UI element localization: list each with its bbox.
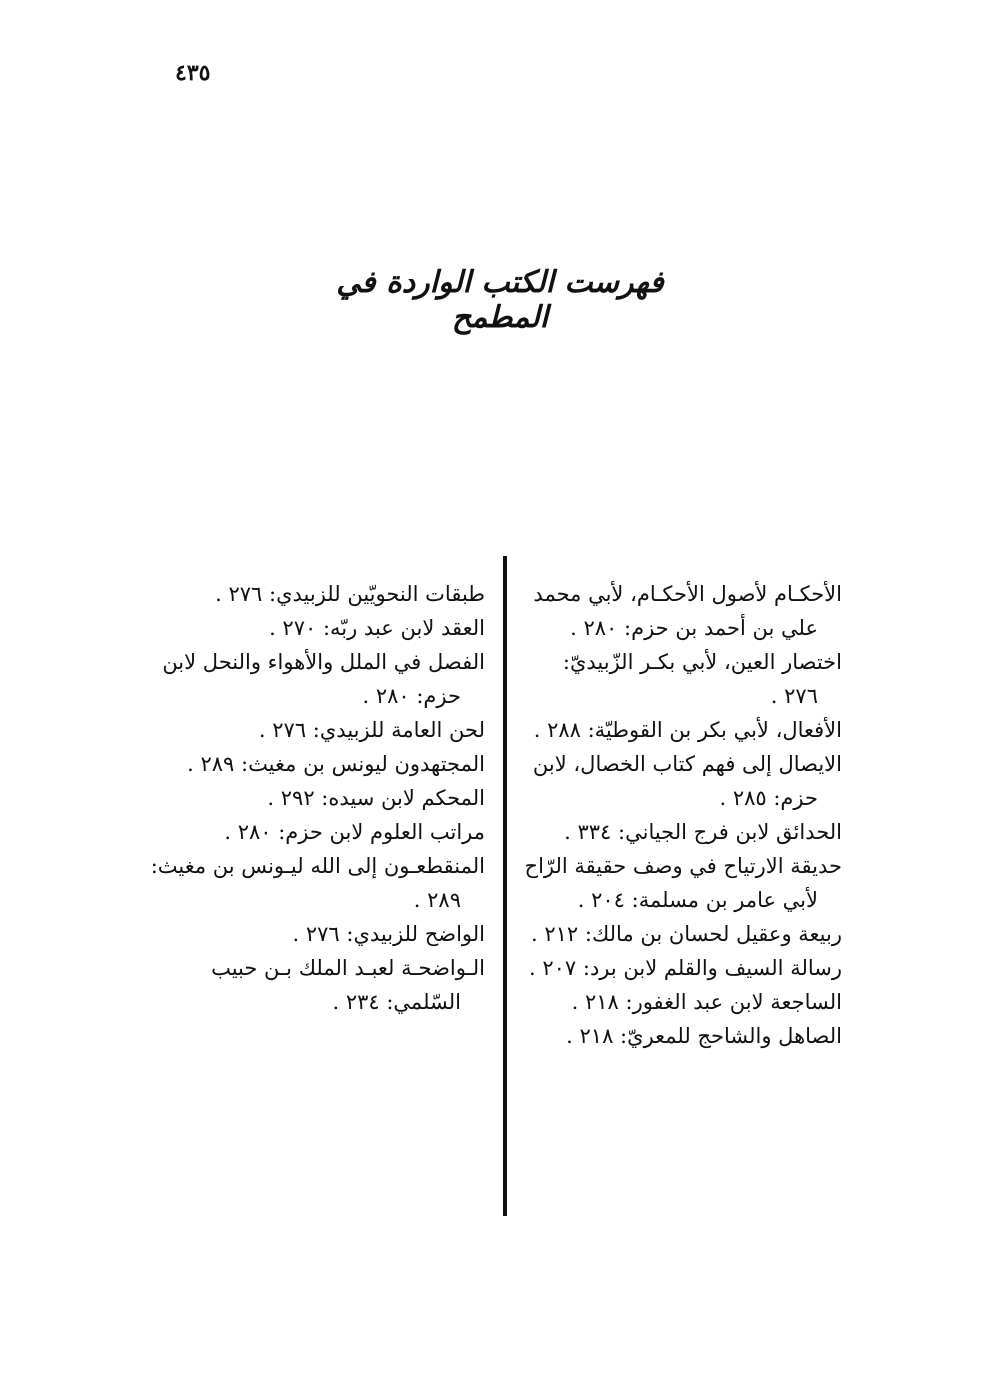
index-entry xyxy=(160,951,485,1019)
index-column-right xyxy=(517,577,842,1053)
page-number: ٤٣٥ xyxy=(175,60,211,86)
page-title: فهرست الكتب الواردة في المطمح xyxy=(336,265,664,335)
entry-text: رسالة السيف والقلم لابن برد: ٢٠٧ . xyxy=(528,956,842,980)
column-divider xyxy=(503,556,507,1216)
entry-text: مراتب العلوم لابن حزم: ٢٨٠ . xyxy=(224,820,485,844)
entry-text: الأفعال، لأبي بكر بن القوطيّة: ٢٨٨ . xyxy=(533,718,842,742)
index-entry xyxy=(517,849,842,917)
index-entry xyxy=(517,985,842,1019)
index-entry xyxy=(160,577,485,611)
index-entry xyxy=(517,645,842,713)
index-entry xyxy=(160,645,485,713)
index-entry xyxy=(150,849,485,917)
entry-text: الساجعة لابن عبد الغفور: ٢١٨ . xyxy=(571,990,842,1014)
entry-text: اختصار العين، لأبي بكـر الزّبيديّ: xyxy=(562,650,842,674)
entry-text: لحن العامة للزبيدي: ٢٧٦ . xyxy=(258,718,485,742)
index-entry xyxy=(517,951,842,985)
index-entry xyxy=(160,713,485,747)
entry-continuation: حزم: ٢٨٥ . xyxy=(719,786,818,810)
entry-text: طبقات النحويّين للزبيدي: ٢٧٦ . xyxy=(215,582,485,606)
index-column-left xyxy=(150,577,485,1019)
index-entry xyxy=(160,611,485,645)
entry-continuation: لأبي عامر بن مسلمة: ٢٠٤ . xyxy=(577,888,818,912)
entry-text: ربيعة وعقيل لحسان بن مالك: ٢١٢ . xyxy=(531,922,842,946)
index-entry xyxy=(517,815,842,849)
entry-continuation: حزم: ٢٨٠ . xyxy=(362,684,461,708)
index-entry xyxy=(517,1019,842,1053)
index-entry xyxy=(517,577,842,645)
entry-text: المنقطعـون إلى الله ليـونس بن مغيث: xyxy=(150,854,485,878)
entry-text: المحكم لابن سيده: ٢٩٢ . xyxy=(267,786,485,810)
entry-text: الايصال إلى فهم كتاب الخصال، لابن xyxy=(532,752,842,776)
entry-text: الحدائق لابن فرج الجياني: ٣٣٤ . xyxy=(564,820,842,844)
index-entry xyxy=(517,747,842,815)
entry-continuation: السّلمي: ٢٣٤ . xyxy=(332,990,461,1014)
entry-text: المجتهدون ليونس بن مغيث: ٢٨٩ . xyxy=(187,752,485,776)
index-entry xyxy=(160,815,485,849)
index-entry xyxy=(160,917,485,951)
index-entry xyxy=(517,713,842,747)
entry-text: حديقة الارتياح في وصف حقيقة الرّاح xyxy=(524,854,842,878)
entry-text: العقد لابن عبد ربّه: ٢٧٠ . xyxy=(269,616,485,640)
entry-text: الأحكـام لأصول الأحكـام، لأبي محمد xyxy=(533,582,842,606)
entry-continuation: ٢٨٩ . xyxy=(413,888,461,912)
index-entry xyxy=(517,917,842,951)
index-entry xyxy=(160,781,485,815)
entry-text: الفصل في الملل والأهواء والنحل لابن xyxy=(162,650,485,674)
entry-continuation: علي بن أحمد بن حزم: ٢٨٠ . xyxy=(570,616,818,640)
entry-text: الصاهل والشاحج للمعريّ: ٢١٨ . xyxy=(566,1024,842,1048)
entry-text: الـواضحـة لعبـد الملك بـن حبيب xyxy=(211,956,485,980)
index-entry xyxy=(160,747,485,781)
entry-text: الواضح للزبيدي: ٢٧٦ . xyxy=(292,922,485,946)
entry-continuation: ٢٧٦ . xyxy=(770,684,818,708)
